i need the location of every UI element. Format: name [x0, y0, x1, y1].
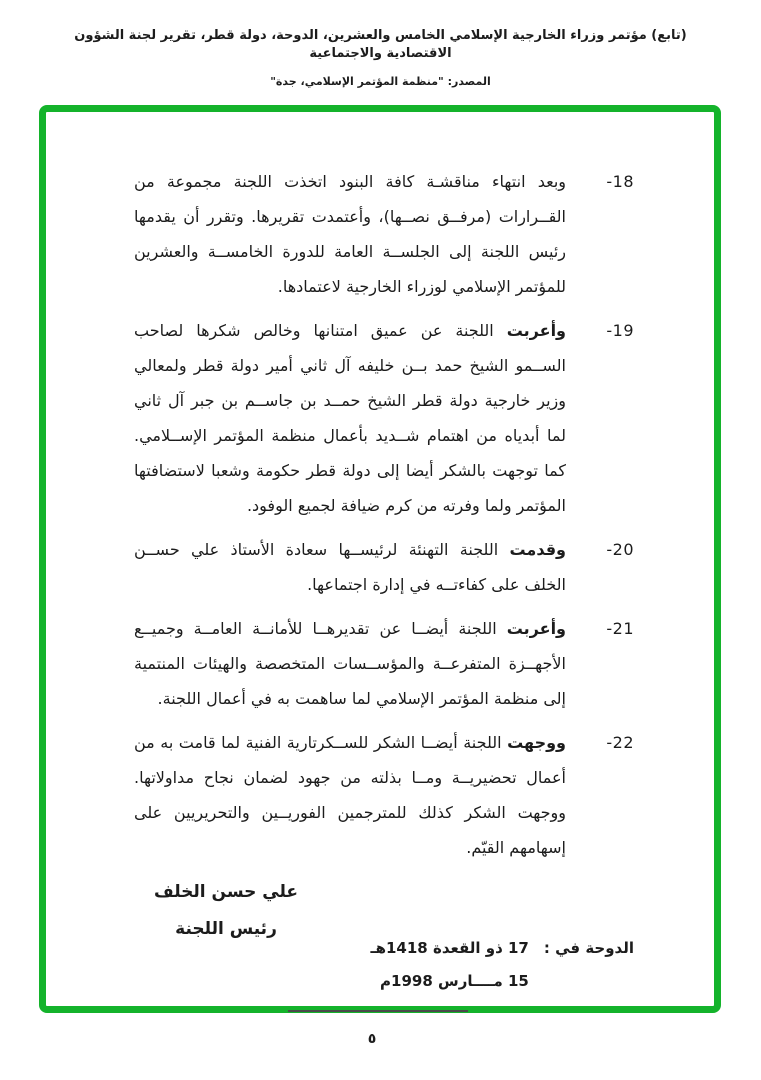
item-body-text: اللجنة التهنئة لرئيســها سعادة الأستاذ علي حســن الخلف على كفاءتــه في إدارة اجتماعها.: [134, 540, 566, 594]
item-number: -20: [606, 540, 634, 559]
item-lead-word: وقدمت: [509, 540, 566, 559]
list-item-22: [134, 725, 634, 865]
item-body-text: اللجنة أيضــا الشكر للســكرتارية الفنية لما قامت به من أعمال تحضيريــة ومــا بذلته من جهود لضمان نجاح مداولاتها. ووجهت الشكر كذلك للمترجمين الفوريــين والتحريريين على إسهامهم القيّم.: [134, 733, 566, 857]
item-text: [134, 313, 566, 523]
document-header: [0, 27, 761, 89]
list-item-21: [134, 611, 634, 716]
item-body-text: وبعد انتهاء مناقشـة كافة البنود اتخذت اللجنة مجموعة من القــرارات (مرفــق نصــها)، وأعتمدت تقريرها. وتقرر أن يقدمها رئيس اللجنة إلى الجلســة العامة للدورة الخامســة والعشرين للمؤتمر الإسلامي لوزراء الخارجية لاعتمادها.: [134, 172, 566, 296]
item-text: [134, 164, 566, 304]
signatory-title: رئيس اللجنة: [175, 919, 277, 939]
item-number: -19: [606, 321, 634, 340]
document-body: [46, 112, 714, 1012]
item-body-text: اللجنة أيضــا عن تقديرهــا للأمانــة العامــة وجميــع الأجهــزة المتفرعــة والمؤســسات المتخصصة والهيئات المنتمية إلى منظمة المؤتمر الإسلامي لما ساهمت به في أعمال اللجنة.: [134, 619, 566, 708]
item-body-text: اللجنة عن عميق امتنانها وخالص شكرها لصاحب الســمو الشيخ حمد بــن خليفه آل ثاني أمير دولة قطر ولمعالي وزير خارجية دولة قطر الشيخ حمــد بن جاســم بن جبر آل ثاني لما أبدياه من اهتمام شــديد بأعمال منظمة المؤتمر الإســلامي. كما توجهت بالشكر أيضا إلى دولة قطر حكومة وشعبا لاستضافتها المؤتمر ولما وفرته من كرم ضيافة لجميع الوفود.: [134, 321, 566, 515]
header-title-line: (تابع) مؤتمر وزراء الخارجية الإسلامي الخامس والعشرين، الدوحة، دولة قطر، تقرير لجنة الشؤون الاقتصادية والاجتماعية: [74, 28, 687, 61]
signatory-name: علي حسن الخلف: [153, 882, 299, 902]
date-place-label: الدوحة في :: [543, 939, 634, 957]
date-values: [370, 932, 528, 998]
item-lead-word: وأعربت: [506, 321, 566, 340]
item-text: [134, 611, 566, 716]
item-lead-word: ووجهت: [507, 733, 566, 752]
divider-line: [288, 1010, 468, 1012]
item-text: [134, 532, 566, 602]
list-item-20: [134, 532, 634, 602]
item-number: -22: [606, 733, 634, 752]
date-hijri: 17 ذو القعدة 1418هـ: [370, 939, 529, 957]
date-gregorian: 15 مــــارس 1998م: [380, 972, 529, 990]
header-source-line: المصدر: "منظمة المؤتمر الإسلامي، جدة": [270, 75, 491, 88]
item-lead-word: وأعربت: [506, 619, 566, 638]
item-text: [134, 725, 566, 865]
list-item-19: [134, 313, 634, 523]
list-item-18: [134, 164, 634, 304]
item-number: -18: [606, 172, 634, 191]
page-number: ٥: [367, 1031, 377, 1047]
item-number: -21: [606, 619, 634, 638]
